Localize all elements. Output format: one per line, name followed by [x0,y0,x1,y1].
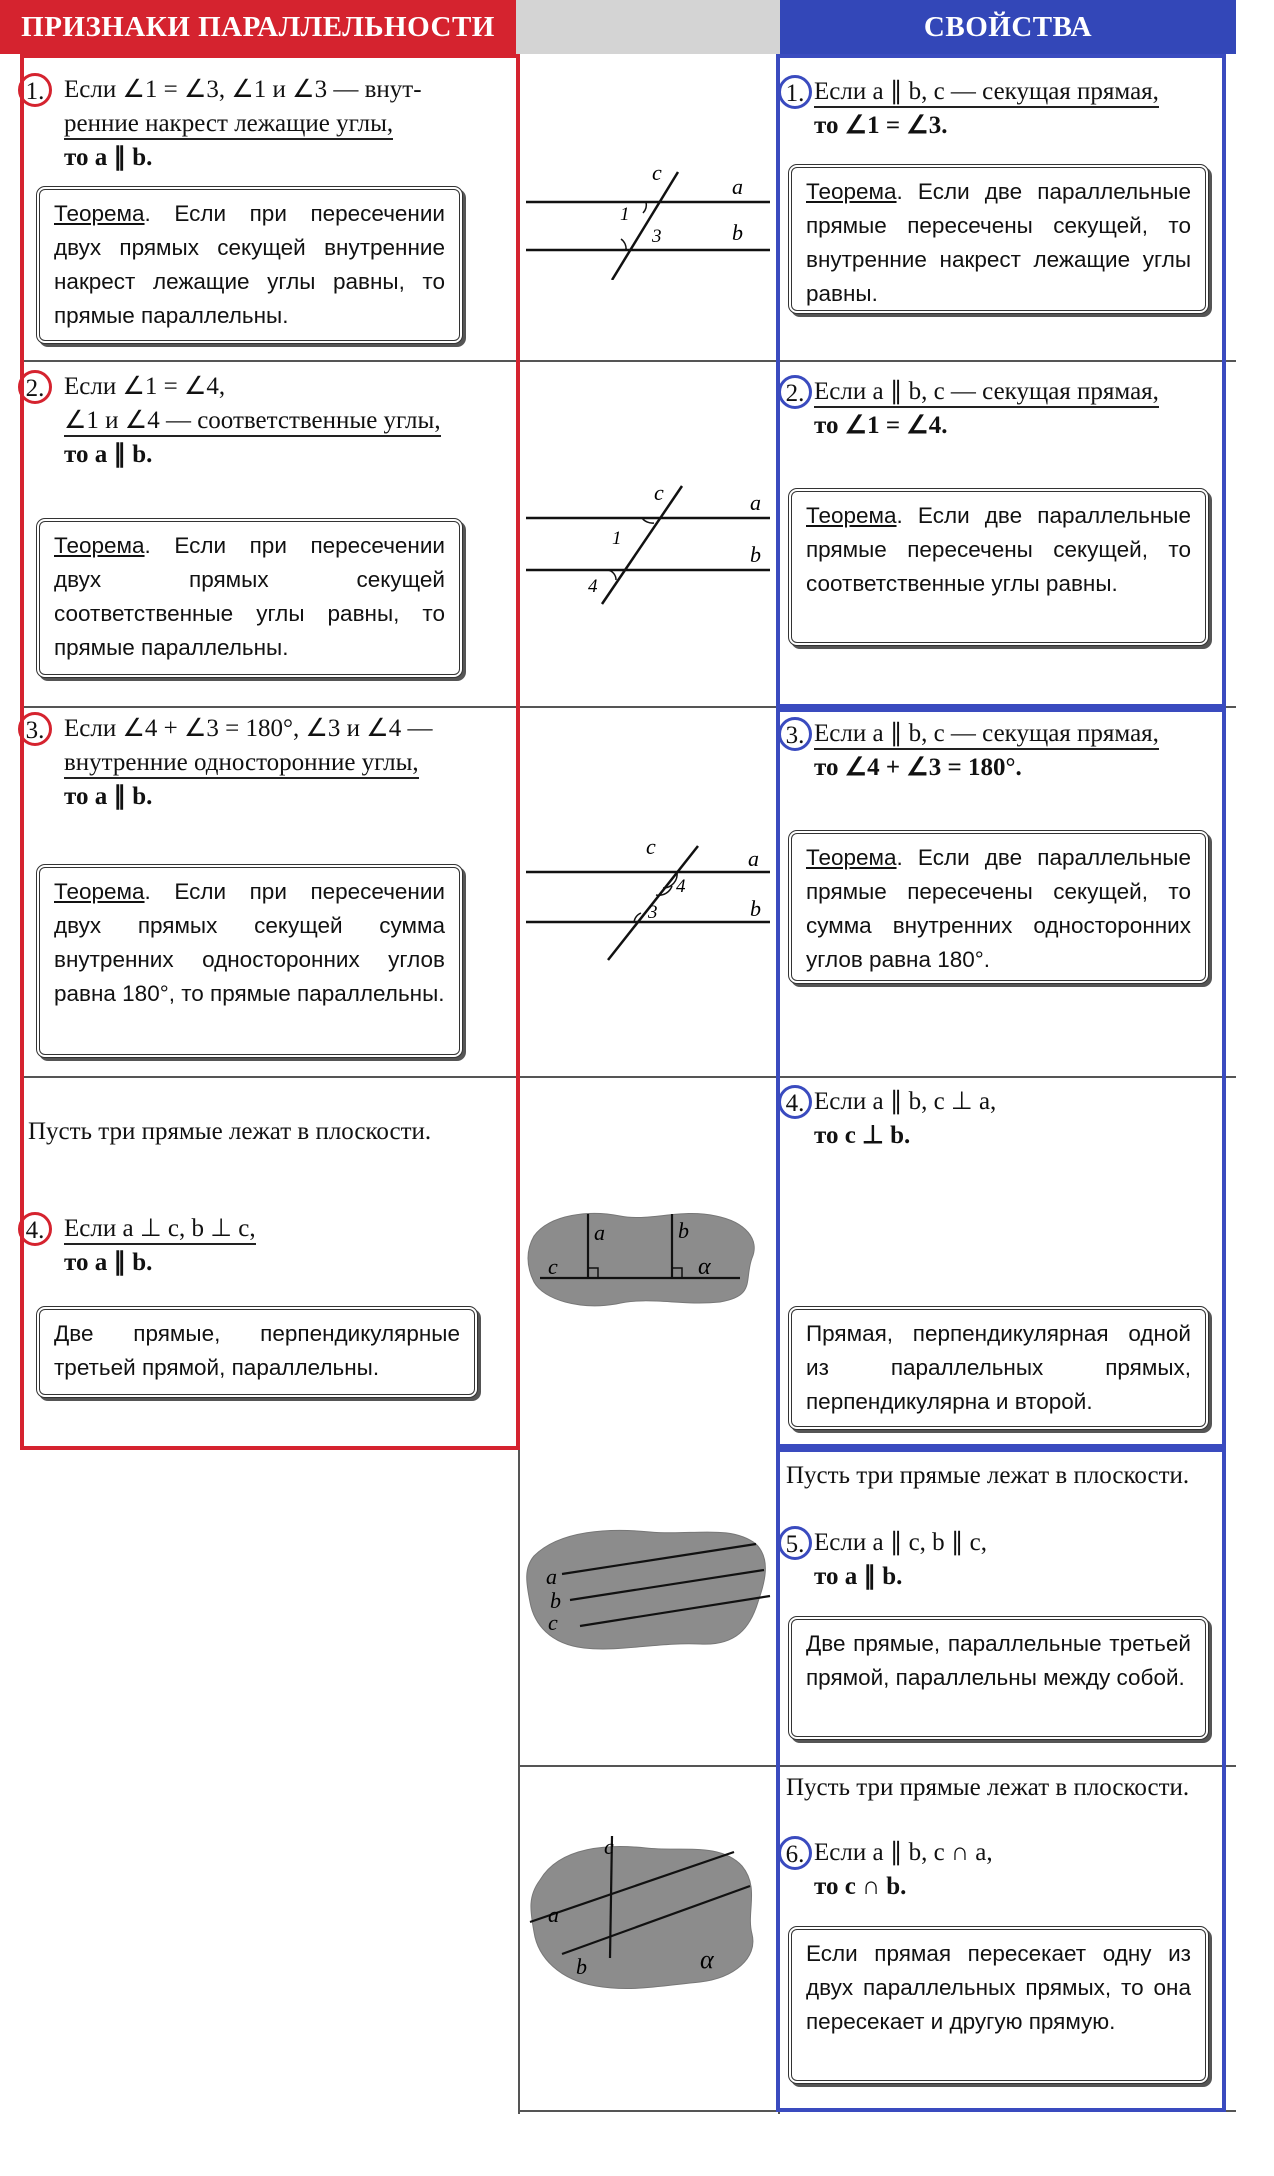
label-angle-1: 1 [620,204,630,225]
plane-shape [531,1847,753,1989]
label-c: c [646,834,656,859]
plane-shape [528,1213,754,1305]
criterion-rule-3: Если ∠4 + ∠3 = 180°, ∠3 и ∠4 — внутренние односторонние углы, то a ∥ b. [64,715,433,810]
label-plane: α [700,1945,714,1974]
label-c: c [548,1610,558,1635]
property-rule-3: Если a ∥ b, c — секущая прямая, то ∠4 + ∠3 = 180°. [814,720,1159,781]
label-a: a [750,490,761,515]
property-rule-5: Если a ∥ c, b ∥ c, то a ∥ b. [814,1529,988,1590]
label-a: a [548,1902,559,1927]
property-number-2: 2. [778,375,812,409]
criteria-header: ПРИЗНАКИ ПАРАЛЛЕЛЬНОСТИ [0,0,516,54]
label-a: a [594,1220,605,1245]
label-angle-1: 1 [612,528,622,549]
property-number-3: 3. [778,717,812,751]
property-rule-1: Если a ∥ b, c — секущая прямая, то ∠1 = ∠3. [814,78,1159,139]
angle-arc-3 [621,239,626,250]
label-b: b [550,1588,561,1613]
figure-3 [520,826,776,966]
figure-1 [520,150,776,280]
criterion-theorem-4: Две прямые, перпендикулярные третьей прямой, параллельны. [36,1306,478,1398]
property-rule-2: Если a ∥ b, c — секущая прямая, то ∠1 = ∠4. [814,378,1159,439]
figure-5 [520,1510,776,1660]
label-b: b [732,220,743,245]
criterion-theorem-1: Теорема. Если при пересечении двух прямых секущей внутренние накрест лежащие углы равны, то прямые параллельны. [36,186,463,344]
secant-c [612,172,678,280]
figure-2 [520,470,776,610]
criterion-rule-4: Если a ⊥ c, b ⊥ c, то a ∥ b. [64,1215,256,1276]
label-a: a [546,1564,557,1589]
label-angle-4: 4 [588,576,598,597]
property-intro-5: Пусть три прямые лежат в плоскости. [786,1462,1190,1489]
angle-arc-4 [608,570,616,580]
label-c: c [604,1834,614,1859]
label-angle-3: 3 [648,902,658,923]
property-theorem-4: Прямая, перпендикулярная одной из параллельных прямых, перпендикулярна и второй. [788,1306,1209,1430]
label-plane: α [698,1254,711,1280]
property-intro-6: Пусть три прямые лежат в плоскости. [786,1774,1190,1801]
label-c: c [548,1254,558,1279]
label-c: c [654,480,664,505]
figure-6 [520,1822,776,2002]
property-number-6: 6. [778,1836,812,1870]
label-angle-3: 3 [652,226,662,247]
criterion-number-2: 2. [18,370,52,404]
label-c: c [652,160,662,185]
criterion-intro-4: Пусть три прямые лежат в плоскости. [28,1118,432,1145]
criterion-rule-2: Если ∠1 = ∠4, ∠1 и ∠4 — соответственные углы, то a ∥ b. [64,373,441,468]
property-rule-4: Если a ∥ b, c ⊥ a, то c ⊥ b. [814,1088,997,1149]
property-number-1: 1. [778,75,812,109]
properties-header: СВОЙСТВА [780,0,1236,54]
label-angle-4: 4 [676,876,686,897]
label-a: a [748,846,759,871]
criterion-number-3: 3. [18,712,52,746]
label-b: b [678,1218,689,1243]
property-number-5: 5. [778,1526,812,1560]
criterion-number-4: 4. [18,1212,52,1246]
header-spacer [516,0,780,54]
label-b: b [750,896,761,921]
label-a: a [732,174,743,199]
property-theorem-6: Если прямая пересекает одну из двух параллельных прямых, то она пересекает и другую прямую. [788,1926,1209,2084]
label-b: b [750,542,761,567]
criterion-rule-1: Если ∠1 = ∠3, ∠1 и ∠3 — внут- ренние накрест лежащие углы, то a ∥ b. [64,76,422,171]
property-theorem-5: Две прямые, параллельные третьей прямой, параллельны между собой. [788,1616,1209,1740]
label-b: b [576,1954,587,1979]
criterion-theorem-2: Теорема. Если при пересечении двух прямых секущей соответственные углы равны, то прямые параллельны. [36,518,463,678]
criterion-number-1: 1. [18,73,52,107]
property-rule-6: Если a ∥ b, c ∩ a, то c ∩ b. [814,1839,993,1900]
angle-arc-1 [643,202,646,213]
criterion-theorem-3: Теорема. Если при пересечении двух прямых секущей сумма внутренних односторонних углов равна 180°, то прямые параллельны. [36,864,463,1058]
property-theorem-3: Теорема. Если две параллельные прямые пересечены секущей, то сумма внутренних односторонних углов равна 180°. [788,830,1209,984]
property-theorem-1: Теорема. Если две параллельные прямые пересечены секущей, то внутренние накрест лежащие углы равны. [788,164,1209,314]
property-theorem-2: Теорема. Если две параллельные прямые пересечены секущей, то соответственные углы равны. [788,488,1209,646]
figure-4 [520,1196,776,1316]
property-number-4: 4. [778,1085,812,1119]
